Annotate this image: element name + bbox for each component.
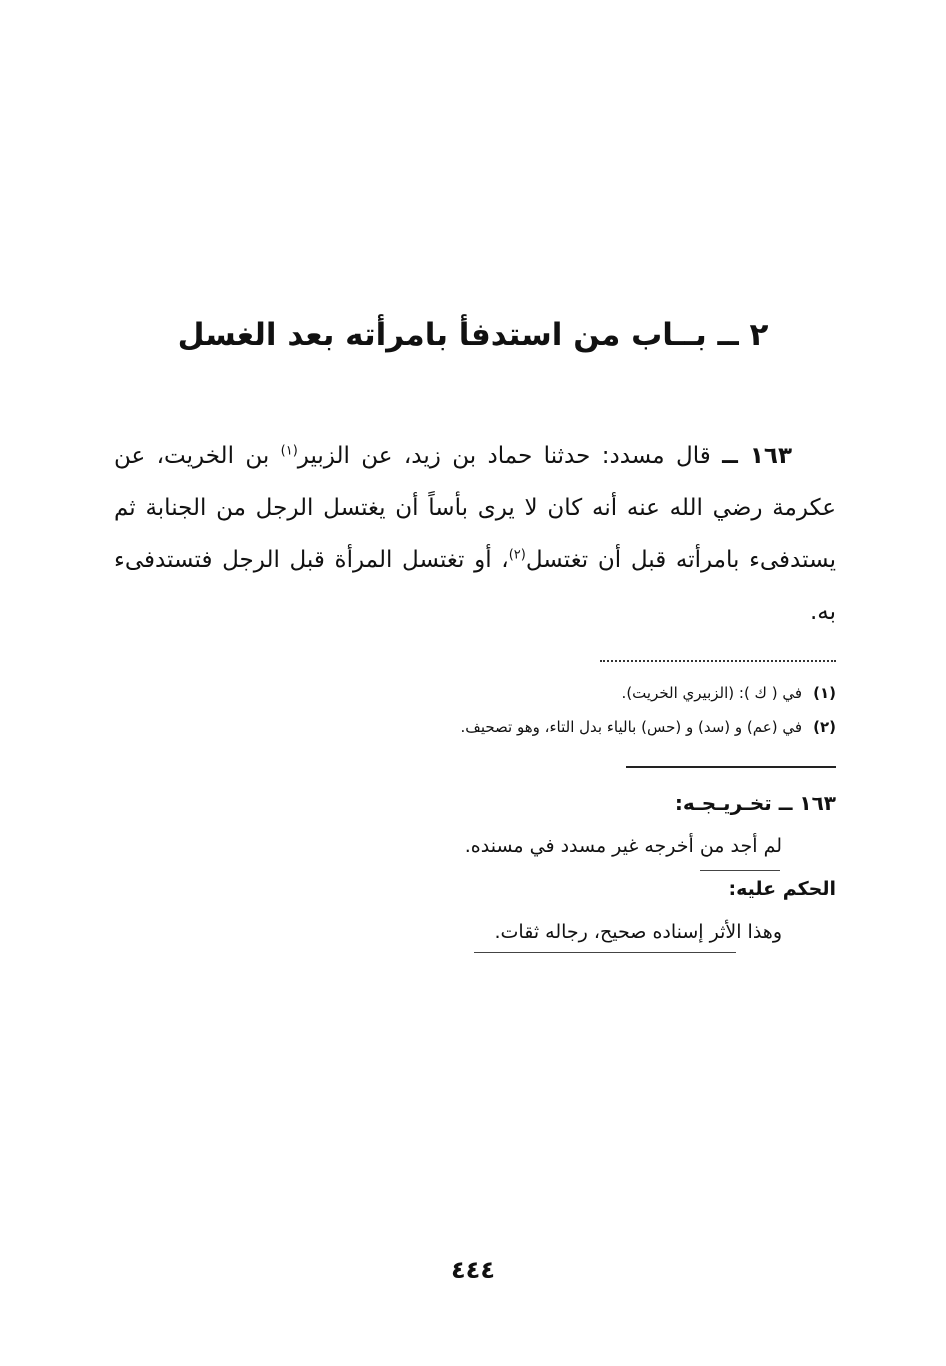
page-number: ٤٤٤ <box>451 1256 495 1284</box>
handwritten-underline <box>474 952 736 953</box>
hadith-text-part3: ، أو تغتسل المرأة قبل الرجل فتستدفىء به. <box>114 547 836 625</box>
hadith-text-part2: بن الخريت، عن عكرمة رضي الله عنه أنه كان لا يرى بأساً أن يغتسل الرجل من الجنابة ثم يستدفىء بامرأته قبل أن تغتسل <box>114 443 836 573</box>
hukm-text: وهذا الأثر إسناده صحيح، رجاله ثقات. <box>494 921 782 943</box>
footnote-ref-2[interactable]: (٢) <box>508 547 526 563</box>
footnote-separator-dots <box>600 646 836 662</box>
hadith-paragraph <box>114 430 836 638</box>
footnote-ref-1[interactable]: (١) <box>280 443 298 459</box>
takhrij-text: لم أجد من أخرجه غير مسدد في مسنده. <box>464 835 782 857</box>
handwritten-underline <box>700 870 780 871</box>
chapter-title: ٢ ــ بــاب من استدفأ بامرأته بعد الغسل <box>177 317 769 353</box>
footnote-item <box>300 710 836 744</box>
takhrij-heading: ١٦٣ ــ تخـريـجـه: <box>674 791 836 815</box>
footnote-text: في (عم) و (سد) و (حس) بالياء بدل التاء، وهو تصحيف. <box>460 718 802 736</box>
footnote-text: في ( ك ): (الزبيري الخريت). <box>621 684 802 702</box>
hadith-number: ١٦٣ ــ <box>722 443 793 469</box>
footnote-list <box>300 676 836 744</box>
footnote-marker: (١) <box>813 684 836 702</box>
hukm-heading: الحكم عليه: <box>728 878 836 900</box>
section-divider <box>626 766 836 768</box>
footnote-item <box>300 676 836 710</box>
footnote-marker: (٢) <box>813 718 836 736</box>
hadith-text-part1: قال مسدد: حدثنا حماد بن زيد، عن الزبير <box>297 443 711 469</box>
